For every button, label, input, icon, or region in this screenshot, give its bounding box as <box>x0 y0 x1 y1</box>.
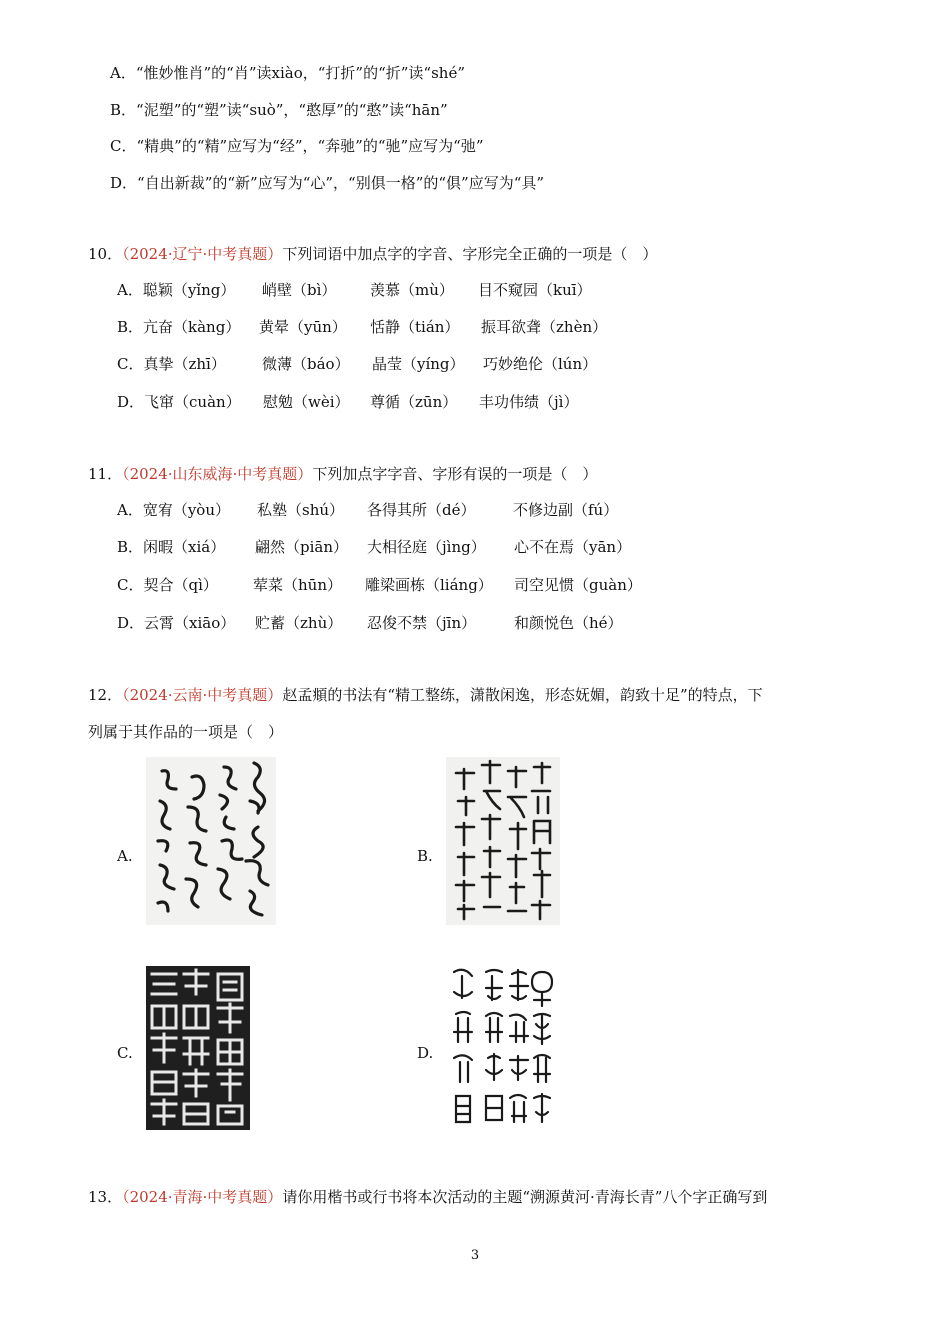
q10-stem: 下列词语中加点字的字音、字形完全正确的一项是（ ） <box>282 245 658 263</box>
q10-a-3: 羡慕（mù） <box>370 281 454 299</box>
q11-d-4: 和颜悦色（hé） <box>514 614 623 632</box>
q10-b-1: B．亢奋（kàng） <box>117 318 241 336</box>
q11-number: 11． <box>88 465 123 483</box>
q12-stem-line-2: 列属于其作品的一项是（ ） <box>88 723 284 741</box>
q11-a-4: 不修边副（fú） <box>513 501 619 519</box>
q11-b-2: 翩然（piān） <box>255 538 349 556</box>
q11-a-3: 各得其所（dé） <box>367 501 476 519</box>
q11-stem: 下列加点字字音、字形有误的一项是（ ） <box>312 465 598 483</box>
q11-a-1: A．宽宥（yòu） <box>117 501 230 519</box>
q11-b-3: 大相径庭（jìng） <box>367 538 486 556</box>
cursive-script-strokes <box>146 757 276 925</box>
q11-b-1: B．闲暇（xiá） <box>117 538 226 556</box>
q10-a-1: A．聪颖（yǐng） <box>117 281 236 299</box>
q10-c-4: 巧妙绝伦（lún） <box>483 355 598 373</box>
q11-stem-line <box>88 464 597 484</box>
clerical-script-strokes <box>146 966 250 1130</box>
q11-c-4: 司空见惯（guàn） <box>514 576 642 594</box>
q13-source: （2024·青海·中考真题） <box>122 1188 283 1206</box>
q10-stem-line <box>88 244 657 264</box>
q10-d-3: 尊循（zūn） <box>370 393 458 411</box>
q10-b-4: 振耳欲聋（zhèn） <box>481 318 608 336</box>
q11-d-2: 贮蓄（zhù） <box>255 614 343 632</box>
q9-option-d: D．“自出新裁”的“新”应写为“心”，“别俱一格”的“俱”应写为“具” <box>110 174 545 192</box>
q12-label-c: C. <box>117 1044 133 1062</box>
q9-option-b: B．“泥塑”的“塑”读“suò”，“憨厚”的“憨”读“hān” <box>110 101 448 119</box>
q9-option-c: C．“精典”的“精”应写为“经”，“奔驰”的“驰”应写为“弛” <box>110 137 484 155</box>
q10-d-1: D．飞窜（cuàn） <box>117 393 241 411</box>
q13-number: 13． <box>88 1188 123 1206</box>
page-number: 3 <box>470 1248 480 1263</box>
q10-a-2: 峭壁（bì） <box>262 281 337 299</box>
q12-label-b: B. <box>417 847 433 865</box>
q9-option-a: A．“惟妙惟肖”的“肖”读xiào，“打折”的“折”读“shé” <box>110 64 465 82</box>
calligraphy-image-b <box>446 757 560 925</box>
q10-c-1: C．真挚（zhī） <box>117 355 226 373</box>
q10-d-2: 慰勉（wèi） <box>263 393 350 411</box>
q10-c-2: 微薄（báo） <box>262 355 350 373</box>
q10-a-4: 目不窥园（kuī） <box>478 281 592 299</box>
q11-a-2: 私塾（shú） <box>257 501 345 519</box>
q10-number: 10． <box>88 245 123 263</box>
q10-d-4: 丰功伟绩（jì） <box>479 393 579 411</box>
q12-label-a: A. <box>117 847 133 865</box>
q12-stem-1: 赵孟頫的书法有“精工整练，潇散闲逸，形态妩媚，韵致十足”的特点，下 <box>282 686 763 704</box>
q12-number: 12． <box>88 686 123 704</box>
calligraphy-image-a <box>146 757 276 925</box>
q10-b-3: 恬静（tián） <box>370 318 460 336</box>
q13-stem-line <box>88 1187 767 1207</box>
q12-label-d: D. <box>417 1044 434 1062</box>
q11-source: （2024·山东威海·中考真题） <box>122 465 313 483</box>
seal-script-strokes <box>446 966 566 1130</box>
q11-c-3: 雕梁画栋（liáng） <box>365 576 493 594</box>
q10-source: （2024·辽宁·中考真题） <box>122 245 283 263</box>
q10-c-3: 晶莹（yíng） <box>372 355 465 373</box>
q11-b-4: 心不在焉（yān） <box>514 538 632 556</box>
regular-script-strokes <box>446 757 560 925</box>
q12-stem-line-1 <box>88 685 763 705</box>
q11-c-2: 荤菜（hūn） <box>253 576 342 594</box>
q13-stem: 请你用楷书或行书将本次活动的主题“溯源黄河·青海长青”八个字正确写到 <box>282 1188 768 1206</box>
q11-c-1: C．契合（qì） <box>117 576 218 594</box>
q12-source: （2024·云南·中考真题） <box>122 686 283 704</box>
calligraphy-image-c <box>146 966 250 1130</box>
q11-d-1: D．云霄（xiāo） <box>117 614 236 632</box>
q11-d-3: 忍俊不禁（jīn） <box>367 614 477 632</box>
q10-b-2: 黄晕（yūn） <box>259 318 347 336</box>
calligraphy-image-d <box>446 966 566 1130</box>
